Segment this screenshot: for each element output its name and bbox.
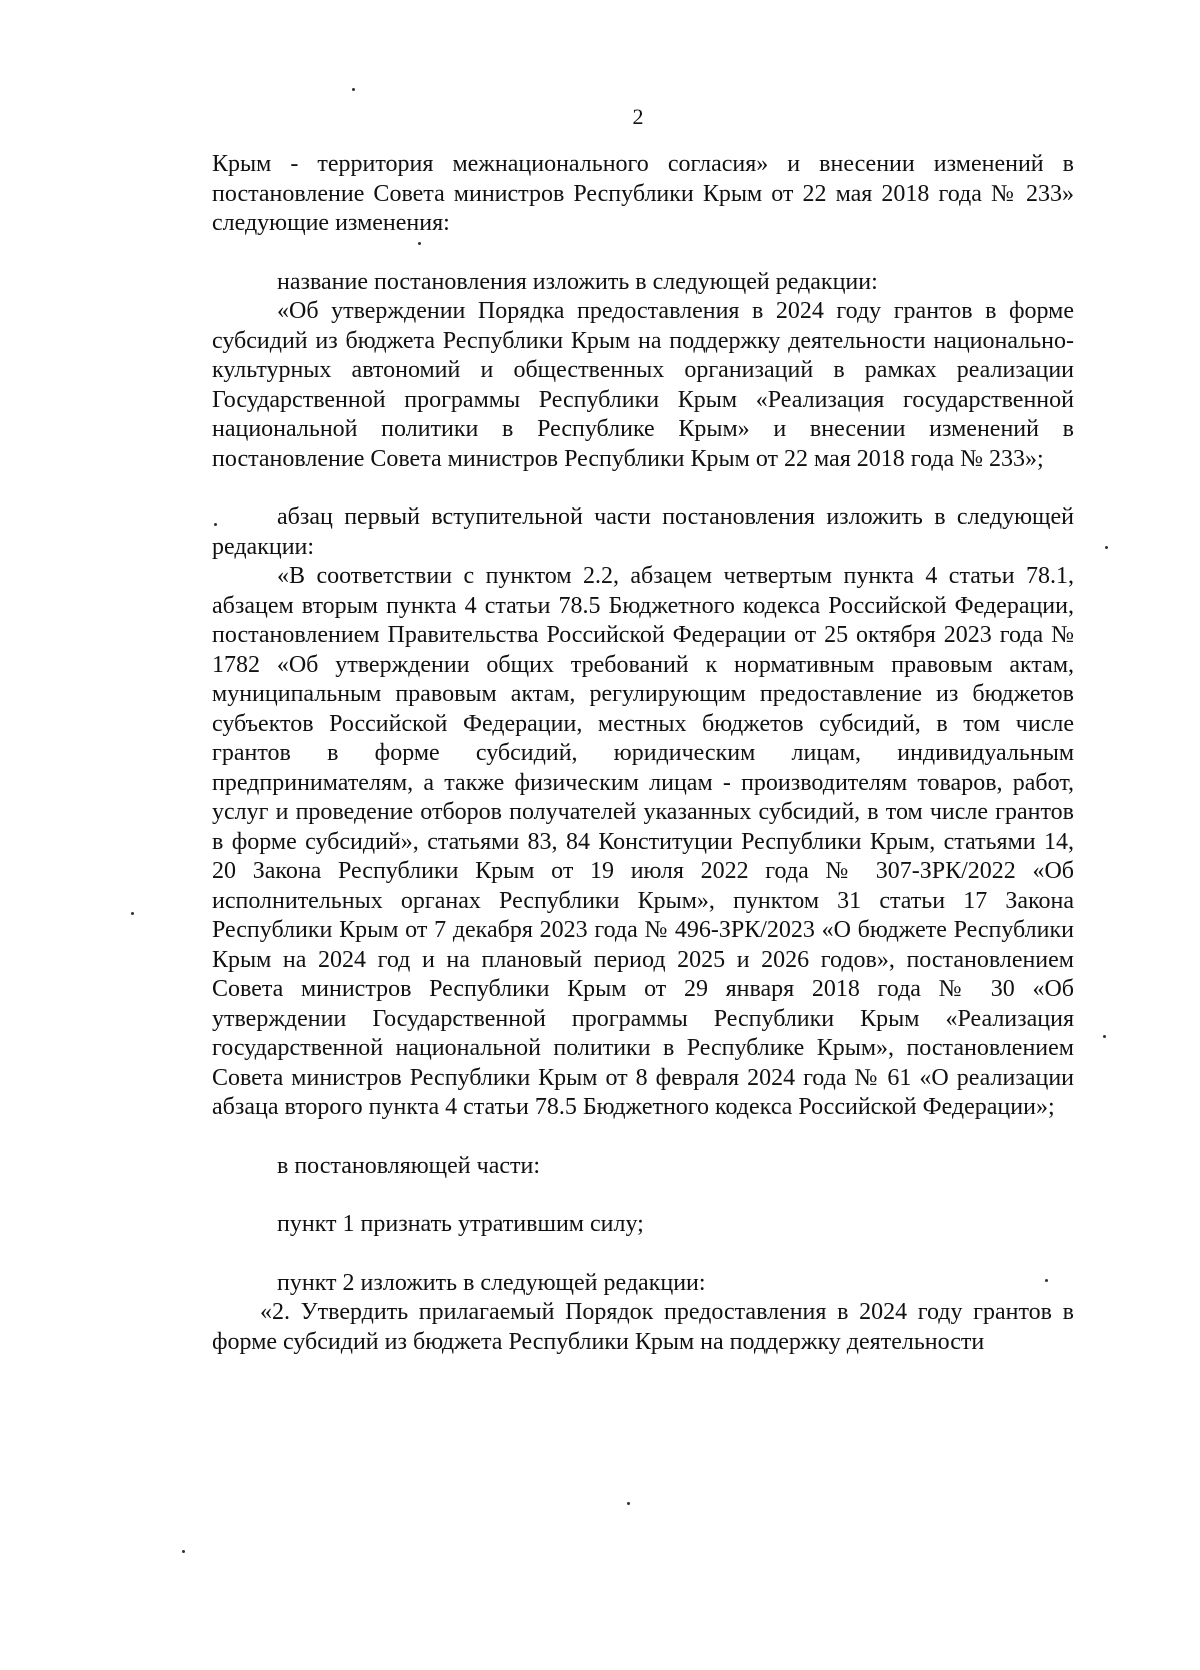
scan-speck bbox=[131, 912, 134, 915]
paragraph-new-title: «Об утверждении Порядка предоставления в 2024 году грантов в форме субсидий из бюджета Республики Крым на поддержку деятельности национально-культурных автономий и общественных организаций в рамках реализации Государственной программы Республики Крым «Реализация государственной национальной политики в Республике Крым» и внесении изменений в постановление Совета министров Республики Крым от 22 мая 2018 года № 233»; bbox=[212, 298, 1074, 472]
paragraph-gap bbox=[212, 1181, 1074, 1210]
scan-speck bbox=[627, 1502, 630, 1505]
paragraph-new-preamble: «В соответствии с пунктом 2.2, абзацем четвертым пункта 4 статьи 78.1, абзацем вторым пункта 4 статьи 78.5 Бюджетного кодекса Российской Федерации, постановлением Правительства Российской Федерации от 25 октября 2023 года № 1782 «Об утверждении общих требований к нормативным правовым актам, муниципальным правовым актам, регулирующим предоставление из бюджетов субъектов Российской Федерации, местных бюджетов субсидий, в том числе грантов в форме субсидий, юридическим лицам, индивидуальным предпринимателям, а также физическим лицам - производителям товаров, работ, услуг и проведение отборов получателей указанных субсидий, в том числе грантов в форме субсидий», статьями 83, 84 Конституции Республики Крым, статьями 14, 20 Закона Республики Крым от 19 июля 2022 года № 307-ЗРК/2022 «Об исполнительных органах Республики Крым», пунктом 31 статьи 17 Закона Республики Крым от 7 декабря 2023 года № 496-ЗРК/2023 «О бюджете Республики Крым на 2024 год и на плановый период 2025 и 2026 годов», постановлением Совета министров Республики Крым от 29 января 2018 года № 30 «Об утверждении Государственной программы Республики Крым «Реализация государственной национальной политики в Республике Крым», постановлением Совета министров Республики Крым от 8 февраля 2024 года № 61 «О реализации абзаца второго пункта 4 статьи 78.5 Бюджетного кодекса Российской Федерации»; bbox=[212, 563, 1074, 1120]
paragraph-gap bbox=[212, 1123, 1074, 1152]
scan-speck bbox=[182, 1550, 185, 1553]
document-body bbox=[212, 150, 1074, 1357]
scan-speck bbox=[418, 242, 421, 245]
paragraph-intro: Крым - территория межнационального согласия» и внесении изменений в постановление Совета министров Республики Крым от 22 мая 2018 года № 233» следующие изменения: bbox=[212, 151, 1074, 236]
scan-speck bbox=[214, 523, 217, 526]
scan-speck bbox=[352, 88, 355, 91]
paragraph-item-2: пункт 2 изложить в следующей редакции: bbox=[277, 1269, 706, 1296]
paragraph-gap bbox=[212, 474, 1074, 503]
paragraph-item-1: пункт 1 признать утратившим силу; bbox=[277, 1211, 644, 1237]
page-number: 2 bbox=[632, 104, 644, 129]
paragraph-item-2-text: «2. Утвердить прилагаемый Порядок предоставления в 2024 году грантов в форме субсидий из бюджета Республики Крым на поддержку деятельности bbox=[212, 1299, 1074, 1355]
paragraph-title-change: название постановления изложить в следующей редакции: bbox=[277, 268, 878, 295]
paragraph-gap bbox=[212, 239, 1074, 268]
scan-speck bbox=[1103, 1035, 1106, 1038]
paragraph-preamble-change: абзац первый вступительной части постановления изложить в следующей редакции: bbox=[212, 504, 1074, 560]
paragraph-operative-part: в постановляющей части: bbox=[277, 1152, 541, 1179]
paragraph-gap bbox=[212, 1240, 1074, 1269]
scan-speck bbox=[1105, 546, 1108, 549]
scan-speck bbox=[1045, 1279, 1048, 1282]
